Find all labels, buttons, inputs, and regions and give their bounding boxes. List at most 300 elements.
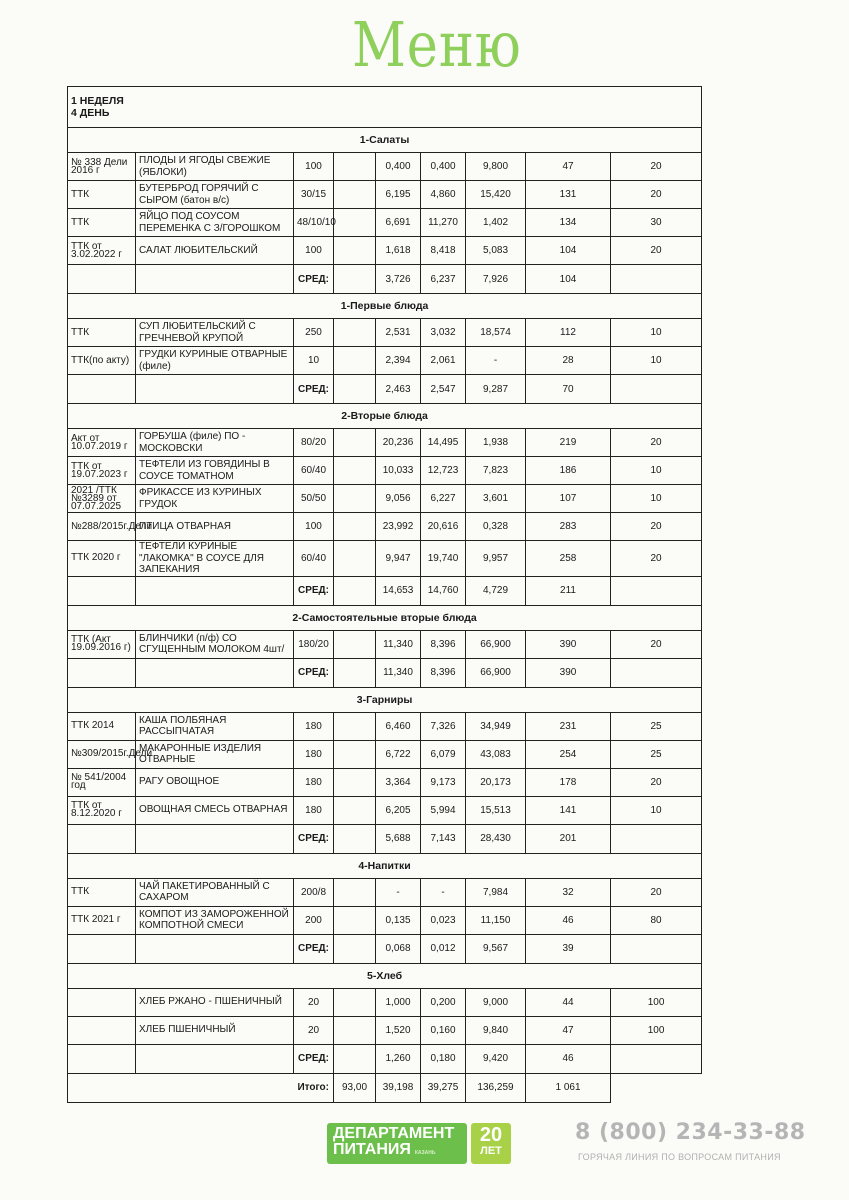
table-row (68, 209, 702, 237)
cell-price: 10 (611, 319, 702, 347)
cell-price: 25 (611, 712, 702, 740)
cell-fat: 0,200 (421, 988, 466, 1016)
dish-name: БЛИНЧИКИ (п/ф) СО СГУЩЕННЫМ МОЛОКОМ 4шт/ (136, 630, 294, 658)
cell-price: 20 (611, 768, 702, 796)
empty-cell (136, 658, 294, 687)
cell-fat: 4,860 (421, 181, 466, 209)
table-row (68, 878, 702, 906)
cell-protein: 6,205 (376, 796, 421, 824)
recipe-code: ТТК 2014 (68, 712, 136, 740)
hotline-caption: ГОРЯЧАЯ ЛИНИЯ ПО ВОПРОСАМ ПИТАНИЯ (578, 1152, 781, 1162)
cell-blank (334, 1016, 376, 1044)
cell-price: 20 (611, 630, 702, 658)
section-header (68, 853, 702, 878)
recipe-code (68, 1016, 136, 1044)
empty-cell (334, 934, 376, 963)
average-carb: 66,900 (466, 658, 526, 687)
cell-kcal: 283 (526, 513, 611, 541)
cell-carb: 9,000 (466, 988, 526, 1016)
cell-weight: 10 (294, 347, 334, 375)
table-row (68, 796, 702, 824)
cell-weight: 100 (294, 153, 334, 181)
empty-cell (334, 658, 376, 687)
cell-carb: 15,513 (466, 796, 526, 824)
cell-weight: 60/40 (294, 457, 334, 485)
section-header (68, 605, 702, 630)
cell-kcal: 47 (526, 153, 611, 181)
average-protein: 1,260 (376, 1044, 421, 1073)
cell-price: 20 (611, 878, 702, 906)
cell-fat: 11,270 (421, 209, 466, 237)
section-title: 3-Гарниры (68, 687, 702, 712)
cell-fat: - (421, 878, 466, 906)
hotline-phone: 8 (800) 234-33-88 (575, 1120, 806, 1145)
cell-protein: 20,236 (376, 429, 421, 457)
average-label: СРЕД: (294, 934, 334, 963)
cell-protein: 23,992 (376, 513, 421, 541)
average-carb: 28,430 (466, 824, 526, 853)
table-row (68, 740, 702, 768)
empty-cell (68, 375, 136, 404)
empty-cell (136, 1044, 294, 1073)
cell-blank (334, 513, 376, 541)
table-row (68, 485, 702, 513)
average-protein: 11,340 (376, 658, 421, 687)
empty-cell (611, 576, 702, 605)
empty-cell (68, 265, 136, 294)
total-carb: 136,259 (466, 1073, 526, 1102)
cell-kcal: 47 (526, 1016, 611, 1044)
cell-blank (334, 457, 376, 485)
average-row (68, 934, 702, 963)
average-row (68, 265, 702, 294)
empty-cell (611, 1073, 702, 1102)
dish-name: БУТЕРБРОД ГОРЯЧИЙ С СЫРОМ (батон в/с) (136, 181, 294, 209)
average-carb: 7,926 (466, 265, 526, 294)
average-protein: 14,653 (376, 576, 421, 605)
average-row (68, 824, 702, 853)
average-label: СРЕД: (294, 375, 334, 404)
empty-cell (334, 265, 376, 294)
section-title: 2-Вторые блюда (68, 404, 702, 429)
cell-kcal: 390 (526, 630, 611, 658)
cell-weight: 180 (294, 796, 334, 824)
cell-fat: 3,032 (421, 319, 466, 347)
empty-cell (611, 1044, 702, 1073)
table-row (68, 513, 702, 541)
average-label: СРЕД: (294, 824, 334, 853)
logo-city: КАЗАНЬ (414, 1150, 436, 1156)
empty-cell (136, 265, 294, 294)
cell-protein: 6,722 (376, 740, 421, 768)
cell-kcal: 112 (526, 319, 611, 347)
average-row (68, 1044, 702, 1073)
empty-cell (68, 934, 136, 963)
cell-protein: 2,531 (376, 319, 421, 347)
cell-kcal: 46 (526, 906, 611, 934)
recipe-code: ТТК (68, 878, 136, 906)
cell-fat: 7,326 (421, 712, 466, 740)
cell-protein: 10,033 (376, 457, 421, 485)
menu-header-row (68, 87, 702, 128)
cell-fat: 12,723 (421, 457, 466, 485)
section-header (68, 128, 702, 153)
table-row (68, 906, 702, 934)
cell-kcal: 219 (526, 429, 611, 457)
dish-name: ОВОЩНАЯ СМЕСЬ ОТВАРНАЯ (136, 796, 294, 824)
logo-years-label: ЛЕТ (480, 1145, 502, 1157)
dish-name: ЯЙЦО ПОД СОУСОМ ПЕРЕМЕНКА С З/ГОРОШКОМ (136, 209, 294, 237)
average-row (68, 375, 702, 404)
table-row (68, 181, 702, 209)
cell-protein: 0,135 (376, 906, 421, 934)
average-carb: 9,420 (466, 1044, 526, 1073)
average-fat: 14,760 (421, 576, 466, 605)
section-title: 5-Хлеб (68, 963, 702, 988)
empty-cell (611, 658, 702, 687)
cell-carb: 9,957 (466, 541, 526, 577)
page-title: Меню (352, 8, 522, 81)
average-row (68, 576, 702, 605)
cell-kcal: 186 (526, 457, 611, 485)
cell-protein: 3,364 (376, 768, 421, 796)
cell-weight: 180 (294, 712, 334, 740)
cell-kcal: 131 (526, 181, 611, 209)
cell-price: 10 (611, 796, 702, 824)
logo-anniversary (471, 1123, 511, 1164)
cell-fat: 0,400 (421, 153, 466, 181)
table-row (68, 429, 702, 457)
cell-weight: 250 (294, 319, 334, 347)
dish-name: ХЛЕБ ПШЕНИЧНЫЙ (136, 1016, 294, 1044)
recipe-code: ТТК от 19.07.2023 г (68, 457, 136, 485)
table-row (68, 988, 702, 1016)
cell-protein: 1,520 (376, 1016, 421, 1044)
cell-blank (334, 712, 376, 740)
cell-kcal: 134 (526, 209, 611, 237)
table-row (68, 712, 702, 740)
cell-weight: 180 (294, 740, 334, 768)
cell-blank (334, 347, 376, 375)
cell-fat: 0,160 (421, 1016, 466, 1044)
cell-price: 100 (611, 1016, 702, 1044)
average-kcal: 201 (526, 824, 611, 853)
average-kcal: 70 (526, 375, 611, 404)
cell-blank (334, 209, 376, 237)
table-row (68, 768, 702, 796)
cell-protein: 6,691 (376, 209, 421, 237)
cell-carb: 7,984 (466, 878, 526, 906)
cell-price: 20 (611, 237, 702, 265)
average-carb: 9,287 (466, 375, 526, 404)
empty-cell (136, 576, 294, 605)
recipe-code: № 541/2004 год (68, 768, 136, 796)
empty-cell (334, 824, 376, 853)
section-title: 2-Самостоятельные вторые блюда (68, 605, 702, 630)
table-row (68, 457, 702, 485)
cell-blank (334, 485, 376, 513)
empty-cell (136, 375, 294, 404)
menu-table (67, 86, 702, 1103)
recipe-code: №288/2015г.Дели (68, 513, 136, 541)
cell-kcal: 107 (526, 485, 611, 513)
cell-fat: 14,495 (421, 429, 466, 457)
empty-cell (611, 934, 702, 963)
average-label: СРЕД: (294, 265, 334, 294)
cell-fat: 6,227 (421, 485, 466, 513)
recipe-code: ТТК от 8.12.2020 г (68, 796, 136, 824)
average-protein: 3,726 (376, 265, 421, 294)
cell-kcal: 28 (526, 347, 611, 375)
cell-fat: 8,396 (421, 630, 466, 658)
cell-price: 20 (611, 429, 702, 457)
cell-blank (334, 181, 376, 209)
cell-fat: 8,418 (421, 237, 466, 265)
cell-price: 20 (611, 181, 702, 209)
cell-carb: 9,840 (466, 1016, 526, 1044)
cell-price: 10 (611, 485, 702, 513)
cell-fat: 20,616 (421, 513, 466, 541)
average-label: СРЕД: (294, 576, 334, 605)
empty-cell (136, 824, 294, 853)
cell-protein: 2,394 (376, 347, 421, 375)
cell-protein: 6,460 (376, 712, 421, 740)
average-kcal: 390 (526, 658, 611, 687)
average-protein: 2,463 (376, 375, 421, 404)
cell-weight: 60/40 (294, 541, 334, 577)
average-fat: 8,396 (421, 658, 466, 687)
section-title: 1-Салаты (68, 128, 702, 153)
total-protein: 39,198 (376, 1073, 421, 1102)
cell-price: 20 (611, 513, 702, 541)
average-fat: 6,237 (421, 265, 466, 294)
dish-name: КОМПОТ ИЗ ЗАМОРОЖЕННОЙ КОМПОТНОЙ СМЕСИ (136, 906, 294, 934)
cell-protein: 6,195 (376, 181, 421, 209)
cell-price: 10 (611, 457, 702, 485)
section-header (68, 404, 702, 429)
cell-weight: 48/10/10 (294, 209, 334, 237)
recipe-code: ТТК от 3.02.2022 г (68, 237, 136, 265)
cell-blank (334, 768, 376, 796)
dish-name: ЧАЙ ПАКЕТИРОВАННЫЙ С САХАРОМ (136, 878, 294, 906)
average-fat: 0,180 (421, 1044, 466, 1073)
average-kcal: 46 (526, 1044, 611, 1073)
logo-line2: ПИТАНИЯ (333, 1141, 411, 1158)
average-fat: 7,143 (421, 824, 466, 853)
cell-blank (334, 319, 376, 347)
dish-name: КАША ПОЛБЯНАЯ РАССЫПЧАТАЯ (136, 712, 294, 740)
dish-name: ХЛЕБ РЖАНО - ПШЕНИЧНЫЙ (136, 988, 294, 1016)
day-label: 4 ДЕНЬ (71, 107, 110, 119)
cell-fat: 9,173 (421, 768, 466, 796)
cell-carb: 1,938 (466, 429, 526, 457)
cell-weight: 80/20 (294, 429, 334, 457)
cell-blank (334, 796, 376, 824)
empty-cell (136, 934, 294, 963)
cell-kcal: 231 (526, 712, 611, 740)
cell-kcal: 104 (526, 237, 611, 265)
department-logo (327, 1123, 511, 1164)
dish-name: ГРУДКИ КУРИНЫЕ ОТВАРНЫЕ (филе) (136, 347, 294, 375)
cell-carb: 20,173 (466, 768, 526, 796)
recipe-code: № 338 Дели 2016 г (68, 153, 136, 181)
recipe-code (68, 988, 136, 1016)
total-sum: 93,00 (334, 1073, 376, 1102)
average-carb: 9,567 (466, 934, 526, 963)
section-header (68, 687, 702, 712)
cell-kcal: 254 (526, 740, 611, 768)
empty-cell (334, 576, 376, 605)
cell-weight: 20 (294, 1016, 334, 1044)
cell-blank (334, 630, 376, 658)
total-fat: 39,275 (421, 1073, 466, 1102)
cell-price: 20 (611, 153, 702, 181)
cell-fat: 6,079 (421, 740, 466, 768)
cell-price: 10 (611, 347, 702, 375)
average-kcal: 104 (526, 265, 611, 294)
cell-protein: - (376, 878, 421, 906)
cell-carb: - (466, 347, 526, 375)
dish-name: ГОРБУША (филе) ПО - МОСКОВСКИ (136, 429, 294, 457)
empty-cell (68, 824, 136, 853)
cell-protein: 0,400 (376, 153, 421, 181)
logo-text (327, 1123, 467, 1164)
section-title: 1-Первые блюда (68, 294, 702, 319)
cell-blank (334, 429, 376, 457)
week-label: 1 НЕДЕЛЯ (71, 95, 124, 107)
cell-carb: 9,800 (466, 153, 526, 181)
recipe-code: ТТК(по акту) (68, 347, 136, 375)
cell-carb: 3,601 (466, 485, 526, 513)
empty-cell (334, 375, 376, 404)
cell-blank (334, 541, 376, 577)
average-kcal: 39 (526, 934, 611, 963)
cell-carb: 43,083 (466, 740, 526, 768)
cell-price: 30 (611, 209, 702, 237)
table-row (68, 237, 702, 265)
total-label: Итого: (68, 1073, 334, 1102)
table-row (68, 630, 702, 658)
table-row (68, 541, 702, 577)
dish-name: ПЛОДЫ И ЯГОДЫ СВЕЖИЕ (ЯБЛОКИ) (136, 153, 294, 181)
cell-weight: 200 (294, 906, 334, 934)
recipe-code: ТТК (68, 209, 136, 237)
table-row (68, 347, 702, 375)
dish-name: САЛАТ ЛЮБИТЕЛЬСКИЙ (136, 237, 294, 265)
recipe-code: №309/2015г.Дели (68, 740, 136, 768)
cell-weight: 200/8 (294, 878, 334, 906)
average-fat: 0,012 (421, 934, 466, 963)
cell-kcal: 258 (526, 541, 611, 577)
section-header (68, 963, 702, 988)
cell-carb: 15,420 (466, 181, 526, 209)
cell-carb: 18,574 (466, 319, 526, 347)
cell-fat: 2,061 (421, 347, 466, 375)
cell-weight: 30/15 (294, 181, 334, 209)
cell-price: 80 (611, 906, 702, 934)
cell-kcal: 44 (526, 988, 611, 1016)
empty-cell (68, 576, 136, 605)
empty-cell (611, 375, 702, 404)
cell-blank (334, 237, 376, 265)
dish-name: ТЕФТЕЛИ ИЗ ГОВЯДИНЫ В СОУСЕ ТОМАТНОМ (136, 457, 294, 485)
logo-line1: ДЕПАРТАМЕНТ (333, 1125, 455, 1142)
dish-name: ФРИКАССЕ ИЗ КУРИНЫХ ГРУДОК (136, 485, 294, 513)
logo-years: 20 (479, 1124, 503, 1146)
cell-blank (334, 988, 376, 1016)
recipe-code: ТТК (68, 319, 136, 347)
cell-carb: 1,402 (466, 209, 526, 237)
recipe-code: ТТК 2020 г (68, 541, 136, 577)
recipe-code: 2021 /ТТК №3289 от 07.07.2025 (68, 485, 136, 513)
cell-price: 100 (611, 988, 702, 1016)
cell-kcal: 178 (526, 768, 611, 796)
average-label: СРЕД: (294, 658, 334, 687)
cell-weight: 180 (294, 768, 334, 796)
table-row (68, 1016, 702, 1044)
average-protein: 5,688 (376, 824, 421, 853)
cell-kcal: 32 (526, 878, 611, 906)
recipe-code: ТТК (Акт 19.09.2016 г) (68, 630, 136, 658)
average-protein: 0,068 (376, 934, 421, 963)
section-header (68, 294, 702, 319)
recipe-code: ТТК 2021 г (68, 906, 136, 934)
cell-fat: 0,023 (421, 906, 466, 934)
cell-carb: 7,823 (466, 457, 526, 485)
average-row (68, 658, 702, 687)
cell-blank (334, 878, 376, 906)
week-day-header (68, 87, 702, 128)
dish-name: ПТИЦА ОТВАРНАЯ (136, 513, 294, 541)
total-row (68, 1073, 702, 1102)
cell-weight: 100 (294, 513, 334, 541)
dish-name: ТЕФТЕЛИ КУРИНЫЕ "ЛАКОМКА" В СОУСЕ ДЛЯ ЗАПЕКАНИЯ (136, 541, 294, 577)
cell-fat: 5,994 (421, 796, 466, 824)
table-row (68, 319, 702, 347)
cell-weight: 180/20 (294, 630, 334, 658)
cell-carb: 0,328 (466, 513, 526, 541)
dish-name: МАКАРОННЫЕ ИЗДЕЛИЯ ОТВАРНЫЕ (136, 740, 294, 768)
average-kcal: 211 (526, 576, 611, 605)
empty-cell (611, 265, 702, 294)
cell-protein: 1,618 (376, 237, 421, 265)
dish-name: СУП ЛЮБИТЕЛЬСКИЙ С ГРЕЧНЕВОЙ КРУПОЙ (136, 319, 294, 347)
table-row (68, 153, 702, 181)
cell-fat: 19,740 (421, 541, 466, 577)
empty-cell (334, 1044, 376, 1073)
cell-weight: 100 (294, 237, 334, 265)
cell-weight: 50/50 (294, 485, 334, 513)
cell-blank (334, 906, 376, 934)
average-carb: 4,729 (466, 576, 526, 605)
average-fat: 2,547 (421, 375, 466, 404)
empty-cell (611, 824, 702, 853)
cell-carb: 66,900 (466, 630, 526, 658)
cell-carb: 34,949 (466, 712, 526, 740)
cell-carb: 5,083 (466, 237, 526, 265)
average-label: СРЕД: (294, 1044, 334, 1073)
cell-protein: 1,000 (376, 988, 421, 1016)
cell-protein: 9,947 (376, 541, 421, 577)
cell-protein: 11,340 (376, 630, 421, 658)
cell-carb: 11,150 (466, 906, 526, 934)
dish-name: РАГУ ОВОЩНОЕ (136, 768, 294, 796)
cell-kcal: 141 (526, 796, 611, 824)
cell-blank (334, 740, 376, 768)
cell-weight: 20 (294, 988, 334, 1016)
recipe-code: ТТК (68, 181, 136, 209)
recipe-code: Акт от 10.07.2019 г (68, 429, 136, 457)
